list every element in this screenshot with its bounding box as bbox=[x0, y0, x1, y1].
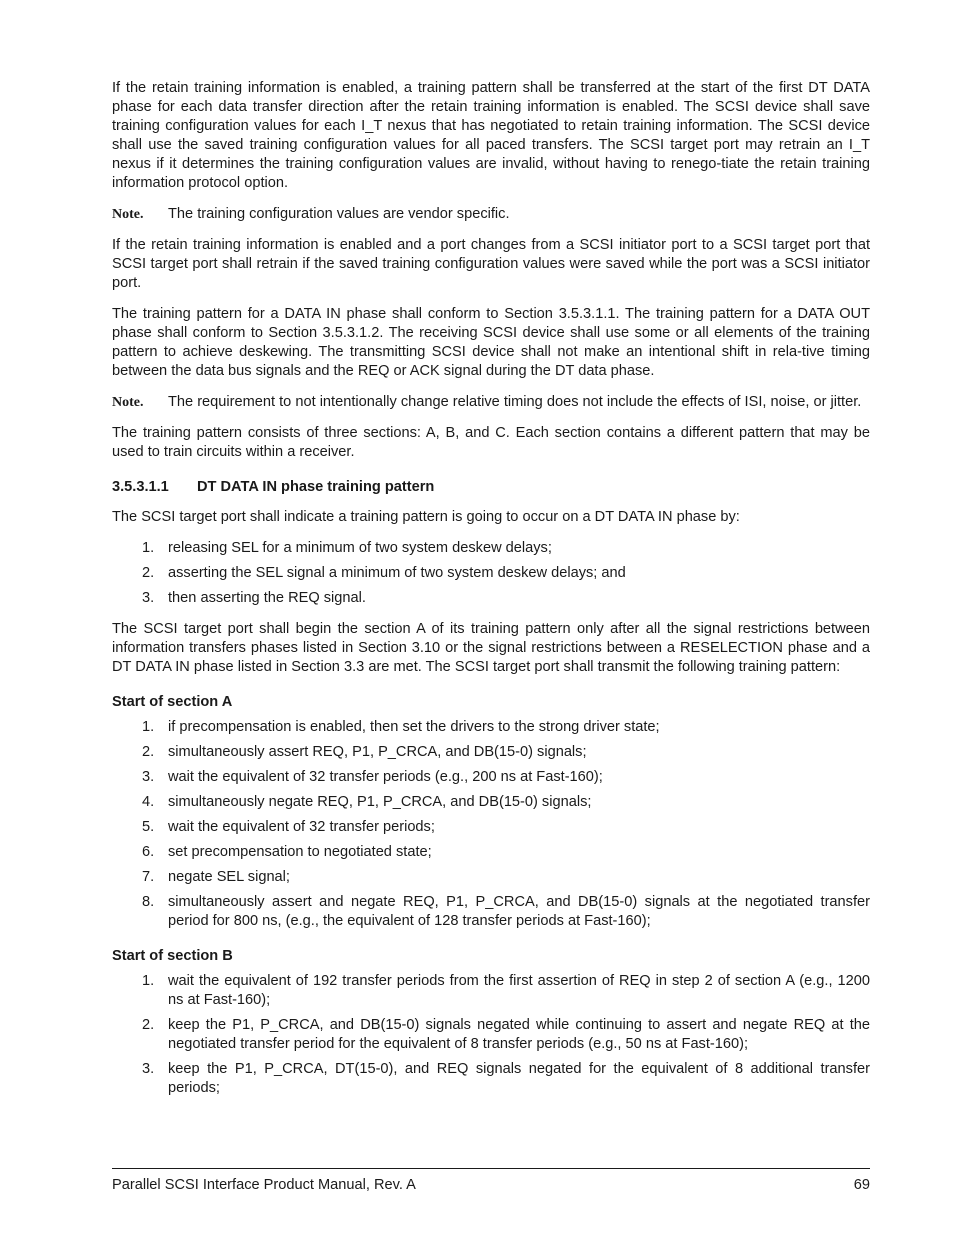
note-text: The training configuration values are vendor specific. bbox=[168, 206, 510, 222]
paragraph-training-pattern-conformance: The training pattern for a DATA IN phase shall conform to Section 3.5.3.1.1. The training pattern for a DATA OUT phase shall conform to Section 3.5.3.1.2. The receiving SCSI device shall use some or all elements of the training pattern to achieve deskewing. The transmitting SCSI device shall not make an intentional shift in rela-tive timing between the data bus signals and the REQ or ACK signal during the DT data phase. bbox=[112, 306, 870, 379]
note-vendor-specific bbox=[112, 205, 870, 224]
list-item: 3. keep the P1, P_CRCA, DT(15-0), and REQ signals negated for the equivalent of 8 additional transfer periods; bbox=[142, 1061, 870, 1096]
note-text: The requirement to not intentionally change relative timing does not include the effects of ISI, noise, or jitter. bbox=[168, 394, 862, 410]
indication-steps-list bbox=[112, 539, 870, 608]
section-heading bbox=[112, 478, 870, 497]
page-number: 69 bbox=[853, 1177, 870, 1193]
paragraph-section-intro: The SCSI target port shall indicate a training pattern is going to occur on a DT DATA IN phase by: bbox=[112, 509, 740, 525]
section-b-steps-list bbox=[112, 972, 870, 1098]
paragraph-three-sections: The training pattern consists of three sections: A, B, and C. Each section contains a different pattern that may be used to train circuits within a receiver. bbox=[112, 425, 870, 460]
list-item: 6. set precompensation to negotiated state; bbox=[142, 844, 432, 860]
section-number: 3.5.3.1.1 bbox=[112, 479, 169, 495]
list-item: 8. simultaneously assert and negate REQ, P1, P_CRCA, and DB(15-0) signals at the negotiated transfer period for 800 ns, (e.g., the equivalent of 128 transfer periods at Fast-160); bbox=[142, 894, 870, 929]
section-title: DT DATA IN phase training pattern bbox=[197, 479, 435, 495]
paragraph-port-change: If the retain training information is enabled and a port changes from a SCSI initiator port to a SCSI target port that SCSI target port shall retrain if the saved training configuration values were saved while the port was a SCSI initiator port. bbox=[112, 237, 870, 291]
section-b-heading: Start of section B bbox=[112, 948, 233, 964]
page-content bbox=[112, 79, 870, 1110]
list-item: 1. if precompensation is enabled, then set the drivers to the strong driver state; bbox=[142, 719, 660, 735]
list-item: 2. keep the P1, P_CRCA, and DB(15-0) signals negated while continuing to assert and negate REQ at the negotiated transfer period for the equivalent of 8 transfer periods (e.g., 50 ns at Fast-160); bbox=[142, 1017, 870, 1052]
list-item: 7. negate SEL signal; bbox=[142, 869, 290, 885]
footer-title: Parallel SCSI Interface Product Manual, Rev. A bbox=[112, 1177, 416, 1193]
list-item: 3. wait the equivalent of 32 transfer periods (e.g., 200 ns at Fast-160); bbox=[142, 769, 603, 785]
list-item: 4. simultaneously negate REQ, P1, P_CRCA, and DB(15-0) signals; bbox=[142, 794, 592, 810]
section-a-heading: Start of section A bbox=[112, 694, 233, 710]
list-item: 2. asserting the SEL signal a minimum of two system deskew delays; and bbox=[142, 565, 626, 581]
list-item: 1. wait the equivalent of 192 transfer periods from the first assertion of REQ in step 2 of section A (e.g., 1200 ns at Fast-160); bbox=[142, 973, 870, 1008]
section-a-steps-list bbox=[112, 718, 870, 931]
paragraph-retain-training: If the retain training information is enabled, a training pattern shall be transferred at the start of the first DT DATA phase for each data transfer direction after the retain training information is enabled. The SCSI device shall save training configuration values for each I_T nexus that has negotiated to retain training information. The SCSI device shall use the saved training configuration values for all paced transfers. The SCSI target port may retrain an I_T nexus if it determines the training configuration values are invalid, without having to renego-tiate the retain training information protocol option. bbox=[112, 80, 870, 191]
page-footer bbox=[112, 1168, 870, 1195]
note-relative-timing bbox=[112, 393, 870, 412]
note-label: Note. bbox=[112, 207, 144, 222]
list-item: 2. simultaneously assert REQ, P1, P_CRCA, and DB(15-0) signals; bbox=[142, 744, 587, 760]
list-item: 5. wait the equivalent of 32 transfer periods; bbox=[142, 819, 435, 835]
paragraph-section-a-begin: The SCSI target port shall begin the section A of its training pattern only after all the signal restrictions between information transfers phases listed in Section 3.10 or the signal restrictions between a RESELECTION phase and a DT DATA IN phase listed in Section 3.3 are met. The SCSI target port shall transmit the following training pattern: bbox=[112, 621, 870, 675]
list-item: 3. then asserting the REQ signal. bbox=[142, 590, 366, 606]
list-item: 1. releasing SEL for a minimum of two system deskew delays; bbox=[142, 540, 552, 556]
note-label: Note. bbox=[112, 395, 144, 410]
